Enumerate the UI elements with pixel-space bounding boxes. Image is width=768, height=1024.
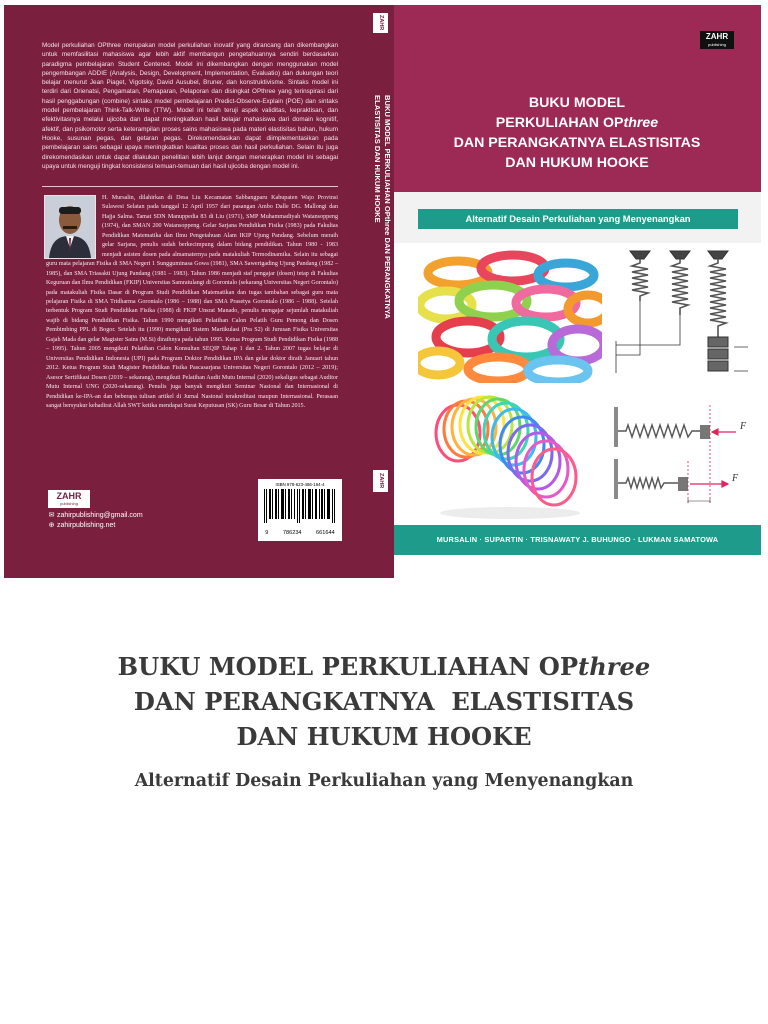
book-title-line1 xyxy=(0,649,768,684)
front-title-line4: DAN HUKUM HOOKE xyxy=(505,155,649,171)
back-cover xyxy=(4,5,368,578)
author-bio xyxy=(46,194,338,411)
front-publisher-logo xyxy=(700,31,734,49)
publisher-contact xyxy=(48,511,143,530)
horizontal-springs-diagram xyxy=(608,401,756,509)
spine-logo-bottom: ZAHR xyxy=(373,470,388,492)
barcode-digit-right: 661644 xyxy=(316,530,335,536)
front-title xyxy=(410,93,744,173)
book-title-line2: DAN PERANGKATNYA ELASTISITAS xyxy=(133,687,635,716)
front-logo-sub: publishing xyxy=(707,42,726,47)
front-title-line3: DAN PERANGKATNYA ELASTISITAS xyxy=(453,135,701,151)
front-subtitle: Alternatif Desain Perkuliahan yang Menyenangkan xyxy=(418,209,738,229)
email-text: zahirpublishing@gmail.com xyxy=(56,512,143,519)
barcode-bars xyxy=(258,487,342,529)
front-authors: MURSALIN · SUPARTIN · TRISNAWATY J. BUHUNGO · LUKMAN SAMATOWA xyxy=(394,525,761,555)
book-subtitle: Alternatif Desain Perkuliahan yang Menyenangkan xyxy=(134,771,634,791)
front-title-line2-italic: three xyxy=(623,115,659,131)
hanging-springs-diagram xyxy=(608,245,756,385)
spine xyxy=(368,5,394,578)
globe-icon: ⊕ xyxy=(48,521,55,529)
force-label-top: F xyxy=(740,421,747,432)
front-logo-text: ZAHR xyxy=(705,32,729,41)
force-label-bottom: F xyxy=(732,473,739,484)
book-cover xyxy=(4,5,761,578)
front-title-line2 xyxy=(410,113,744,133)
spine-title: BUKU MODEL PERKULIAHAN OPthree DAN PERANGKATNYA ELASTISITAS DAN HUKUM HOOKE xyxy=(373,95,392,319)
front-title-line1: BUKU MODEL xyxy=(528,95,626,111)
back-blurb: Model perkuliahan OPthree merupakan model perkuliahan inovatif yang dirancang dan dikembangkan untuk memfasilitasi mahasiswa agar lebih aktif membangun pengetahuannya sendiri berdasarkan paradigma pembelajaran Student Centered. Model ini dikembangkan dengan menggunakan model pengembangan ADDIE (Analysis, Design, Development, Implementation, Evaluatio) dan dukungan teori belajar menurut Jean Piaget, Vigotsky, David Ausubel, Bruner, dan konstruktivisme. Sintaks model ini terdiri dari Orienatsi, Pengamatan, Pemaparan, Pelaporan dan disingkat OPthree yang terinspirasi dari hasil penggabungan (combine) sintaks model pembelajaran Predict-Observe-Explain (POE) dan sintaks model pembelajaran Think-Talk-Write (TTW). Model ini telah teruji aspek validitas, kepraktisan, dan efektivitasnya melalui ujicoba dan dapat meningkatkan hasil belajar mahasiswa dari domain kognitif, afektif, dan psikomotor serta keterampilan proses sains mahasiswa pada materi elastisitas bahan, hukum Hooke, susunan pegas, dan getaran pegas. Direkomendasikan dapat diimplementasikan pada pembelajaran sains sebagai upaya meningkatkan kualitas proses dan hasil perkuliahan. Selain itu juga direkomendasikan untuk dapat dilakukan penelitian lebih lanjut dengan menerapkan model ini sebagai upaya untuk menguji tingkat konsistensi temuan-temuan dari hasil ujicoba dengan model ini. xyxy=(42,42,338,170)
barcode-digits xyxy=(258,530,342,536)
email-row xyxy=(48,511,143,521)
barcode-digit-left: 786234 xyxy=(282,530,302,536)
mail-icon: ✉ xyxy=(48,512,55,519)
book-title-line3: DAN HUKUM HOOKE xyxy=(236,722,532,751)
book-title-line1-italic: three xyxy=(578,652,651,681)
website-text: zahirpublishing.net xyxy=(56,521,116,529)
back-logo-sub: publishing xyxy=(59,501,78,506)
spine-logo-top: ZAHR xyxy=(373,13,388,33)
website-row xyxy=(48,521,143,531)
back-publisher-logo xyxy=(48,490,90,508)
author-bio-text: H. Mursalin, dilahirkan di Desa Liu Kecamatan Sabbangparu Kabupaten Wajo Provinsi Sulawesi Selatan pada tanggal 12 April 1957 dari pasangan Ambo Dalle DG. Mallongi dan Hajja Salma. Tamat SDN Manuppedia 83 di Liu (1971), SMP Muhammadiyah Watansoppeng (1974), dan SMAN 200 Watansoppeng. Gelar Sarjana Pendidikan Fisika (1983) pada Fakultas Pendidikan Matematika dan Ilmu Pengetahuan Alam IKIP Ujung Pandang. Sebelum meraih gelar Sarjana, penulis sudah berkecimpung dalam bidang pendidikan. Tahun 1980 - 1983 menjadi asisten dosen pada almamaternya pada matakuliah Termodinamika. Selain itu sebagai guru mata pelajaran Fisika di SMA Negeri 1 Sungguminasa Gowa (1981), SMA Sawerigading Ujung Pandang (1982 – 1985), dan SMA Triasakti Ujung Pandang (1981 – 1983). Tahun 1986 menjadi staf pengajar (dosen) tetap di Fakultas Keguruan dan Ilmu Pendidikan (FKIP) Universitas Samratulangi di Gorontalo (sekarang Universitas Negeri Gorontalo) pada matakuliah Fisika Dasar di Program Studi Pendidikan Matematikan dan tugas tambahan sebagai guru mata pelajaran Fisika di SMA Tridharma Gorontalo (1986 – 1988) dan SMA Prasetya Gorontalo (1986 – 1988). Setelah terbentuk Program Studi Pendidikan Fisika (1988) di FKIP Unsrat Manado, penulis mengajar sejumlah matakuliah wajib di bidang Pendidikan Fisika. Tahun 1990 mengikuti Pelatihan Calon Pelatih Guru Pemong dan Dosen Pembimbing PPL di Bogor. Setelah itu (1990) mengikuti Sistem Martikulasi (Pra S2) di Jurusan Fisika Universitas Gajah Mada dan gelar Magister Sains (M.Si) diraihnya pada tahun 1995. Ketua Program Studi Pendidikan Fisika (1988 – 1995). Tahun 2005 mengikuti Pelatihan Calon Konsultan SEQIP Tahap 1 dan 2. Tahun 2007 tugas belajar di Universitas Pendidikan Indonesia (UPI) pada Program Doktor Pendidikan IPA dan gelar doktor diraih Januari tahun 2012. Ketua Program Studi Magister Pendidikan Fisika Pascasarjana Universitas Negeri Gorontalo (2012 – 2019); Asesor Sertifikasi Dosen (2019 – sekarang), mengikuti Pelatihan Audit Mutu Internal (2020) sekaligus sebagai Auditor Mutu Internal UNG (2020-sekarang). Penulis juga banyak mengikuti Seminar Nasional dan Internasional di Pendidikan ke-IPA-an dan beberapa tulisan artikel di Jurnal Nasional terakreditasi maupun Internasional. Perasaan sangat bersyukur kehadirat Allah SWT ketika mendapat Surat Keputusan (SK) Guru Besar di Tahun 2015. xyxy=(46,195,338,409)
rubber-bands-photo xyxy=(418,243,602,383)
back-logo-text: ZAHR xyxy=(56,491,82,501)
book-title xyxy=(0,649,768,754)
isbn-text: ISBN 978-623-486-164-4 xyxy=(275,482,325,487)
front-title-line2-text: PERKULIAHAN OP xyxy=(495,115,624,131)
back-divider xyxy=(42,186,338,187)
rainbow-slinky-photo xyxy=(418,385,602,523)
front-cover xyxy=(394,5,761,578)
barcode-digit-lead: 9 xyxy=(265,530,269,536)
barcode xyxy=(258,479,342,541)
book-title-line1-text: BUKU MODEL PERKULIAHAN OP xyxy=(117,652,579,681)
